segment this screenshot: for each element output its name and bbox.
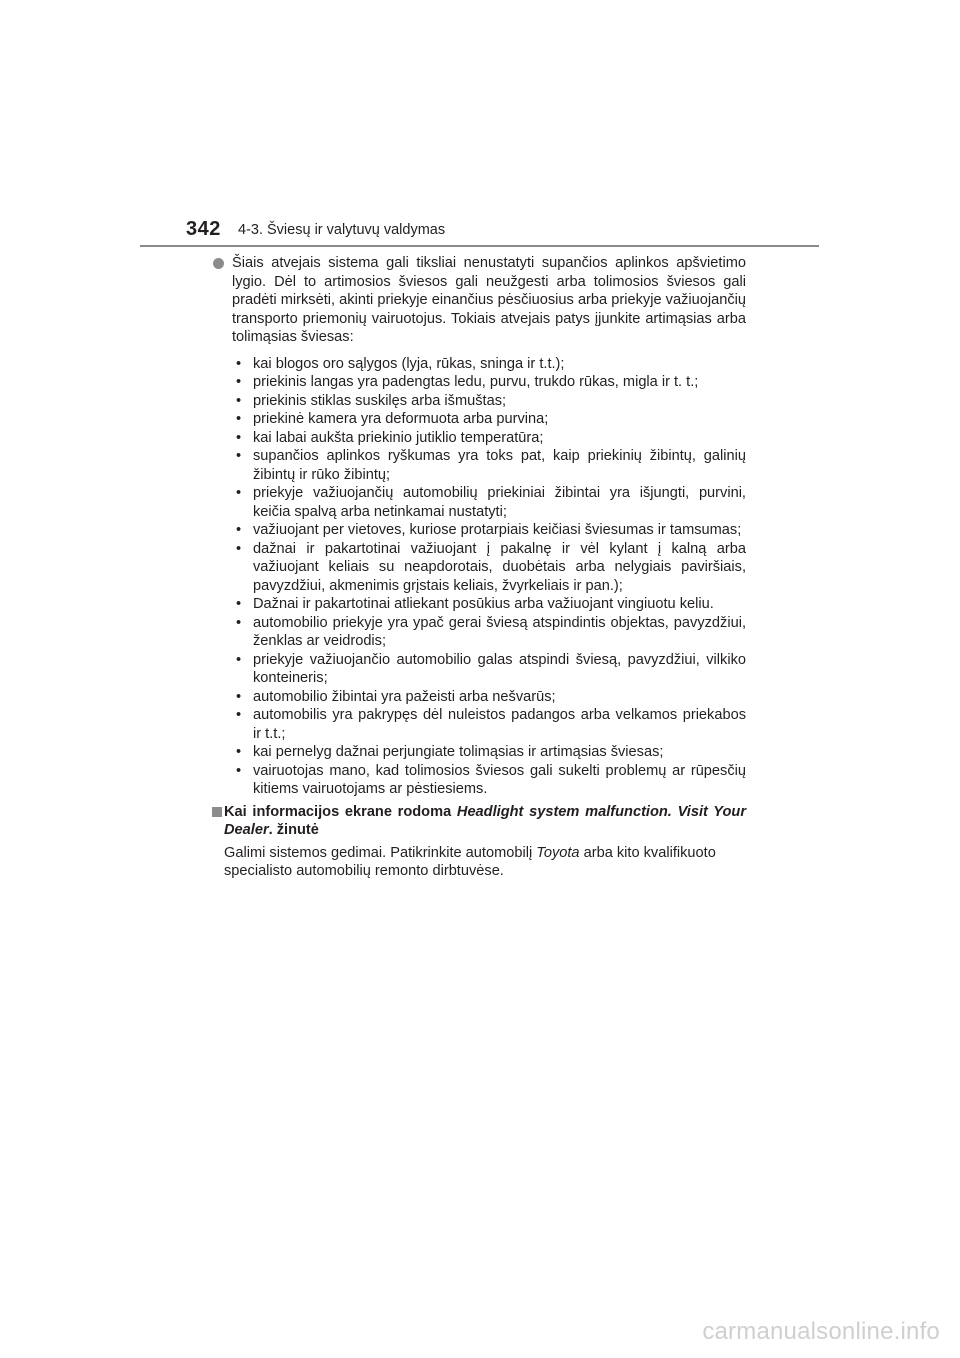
bullet-dot-icon: • xyxy=(236,540,242,557)
list-item xyxy=(232,614,746,651)
list-item-text: važiuojant per vietoves, kuriose protarpiais keičiasi šviesumas ir tamsumas; xyxy=(253,522,742,538)
list-item-text: kai blogos oro sąlygos (lyja, rūkas, sninga ir t.t.); xyxy=(253,355,565,372)
list-item xyxy=(232,706,746,743)
circle-bullet-icon xyxy=(213,258,224,269)
list-item xyxy=(232,392,746,411)
heading-prefix: Kai informacijos ekrane rodoma xyxy=(224,803,457,820)
bullet-dot-icon: • xyxy=(236,762,242,779)
list-item xyxy=(232,521,746,540)
conditions-list xyxy=(212,355,746,799)
list-item xyxy=(232,373,746,392)
list-item xyxy=(232,447,746,484)
watermark: carmanualsonline.info xyxy=(702,1318,940,1345)
bullet-dot-icon: • xyxy=(236,651,242,668)
body-brand: Toyota xyxy=(536,844,580,861)
list-item xyxy=(232,743,746,762)
list-item-text: kai labai aukšta priekinio jutiklio temperatūra; xyxy=(253,429,544,446)
bullet-dot-icon: • xyxy=(236,744,242,760)
page-content xyxy=(212,254,746,881)
list-item-text: supančios aplinkos ryškumas yra toks pat, kaip priekinių žibintų, galinių žibintų ir rūko žibintų; xyxy=(253,448,746,483)
list-item-text: priekinė kamera yra deformuota arba purvina; xyxy=(253,411,549,427)
section-title: 4-3. Šviesų ir valytuvų valdymas xyxy=(238,222,446,238)
bullet-dot-icon: • xyxy=(236,707,242,723)
list-item-text: priekinis stiklas suskilęs arba išmuštas; xyxy=(253,392,507,409)
list-item-text: priekyje važiuojančio automobilio galas atspindi šviesą, pavyzdžiui, vilkiko konteineris; xyxy=(253,651,746,686)
list-item xyxy=(232,355,746,374)
body-suffix: arba kito kvalifikuoto specialisto automobilių remonto dirbtuvėse. xyxy=(224,844,716,879)
square-bullet-icon xyxy=(212,807,222,817)
malfunction-body xyxy=(224,844,746,881)
bullet-dot-icon: • xyxy=(236,374,242,390)
list-item xyxy=(232,484,746,521)
list-item xyxy=(232,429,746,448)
list-item-text: dažnai ir pakartotinai važiuojant į pakalnę ir vėl kylant į kalną arba važiuojant keliais su neapdorotais, duobėtais arba nelygiais paviršiais, pavyzdžiui, akmenimis grįstais keliais, žvyrkeliais ir pan.); xyxy=(253,540,746,594)
bullet-dot-icon: • xyxy=(236,355,242,372)
list-item-text: Dažnai ir pakartotinai atliekant posūkius arba važiuojant vingiuotu keliu. xyxy=(253,596,714,612)
heading-message: Headlight system malfunction. Visit Your Dealer xyxy=(224,803,746,838)
list-item xyxy=(232,688,746,707)
heading-suffix: . žinutė xyxy=(268,822,319,838)
page-number: 342 xyxy=(186,218,221,240)
page-header xyxy=(186,218,826,246)
list-item-text: automobilio žibintai yra pažeisti arba nešvarūs; xyxy=(253,688,556,705)
bullet-dot-icon: • xyxy=(236,614,242,631)
list-item xyxy=(232,540,746,596)
bullet-dot-icon: • xyxy=(236,485,242,501)
list-item-text: automobilio priekyje yra ypač gerai šviesą atspindintis objektas, pavyzdžiui, ženklas ar veidrodis; xyxy=(253,614,746,649)
list-item-text: automobilis yra pakrypęs dėl nuleistos padangos arba velkamos priekabos ir t.t.; xyxy=(253,707,746,742)
malfunction-section xyxy=(212,803,746,881)
bullet-dot-icon: • xyxy=(236,522,242,538)
header-divider xyxy=(140,245,819,247)
bullet-dot-icon: • xyxy=(236,429,242,446)
bullet-dot-icon: • xyxy=(236,392,242,409)
note-text: Šiais atvejais sistema gali tiksliai nenustatyti supančios aplinkos apšvietimo lygio. Dėl to artimosios šviesos gali neužgesti arba tolimosios šviesos gali pradėti mirksėti, akinti priekyje einančius pėsčiuosius arba priekyje važiuojančių transporto priemonių vairuotojus. Tokiais atvejais patys įjunkite artimąsias arba tolimąsias šviesas: xyxy=(232,255,746,345)
bullet-dot-icon: • xyxy=(236,448,242,464)
bullet-dot-icon: • xyxy=(236,688,242,705)
list-item-text: priekyje važiuojančių automobilių priekiniai žibintai yra išjungti, purvini, keičia spalvą arba netinkamai nustatyti; xyxy=(253,485,746,520)
list-item xyxy=(232,762,746,799)
list-item-text: vairuotojas mano, kad tolimosios šviesos gali sukelti problemų ar rūpesčių kitiems vairuotojams ar pėstiesiems. xyxy=(253,762,746,797)
list-item-text: kai pernelyg dažnai perjungiate tolimąsias ir artimąsias šviesas; xyxy=(253,744,664,760)
list-item-text: priekinis langas yra padengtas ledu, purvu, trukdo rūkas, migla ir t. t.; xyxy=(253,374,699,390)
note-item xyxy=(212,254,746,347)
bullet-dot-icon: • xyxy=(236,596,242,612)
list-item xyxy=(232,595,746,614)
body-prefix: Galimi sistemos gedimai. Patikrinkite automobilį xyxy=(224,844,537,861)
malfunction-heading xyxy=(224,803,746,840)
list-item xyxy=(232,651,746,688)
bullet-dot-icon: • xyxy=(236,411,242,427)
list-item xyxy=(232,410,746,429)
